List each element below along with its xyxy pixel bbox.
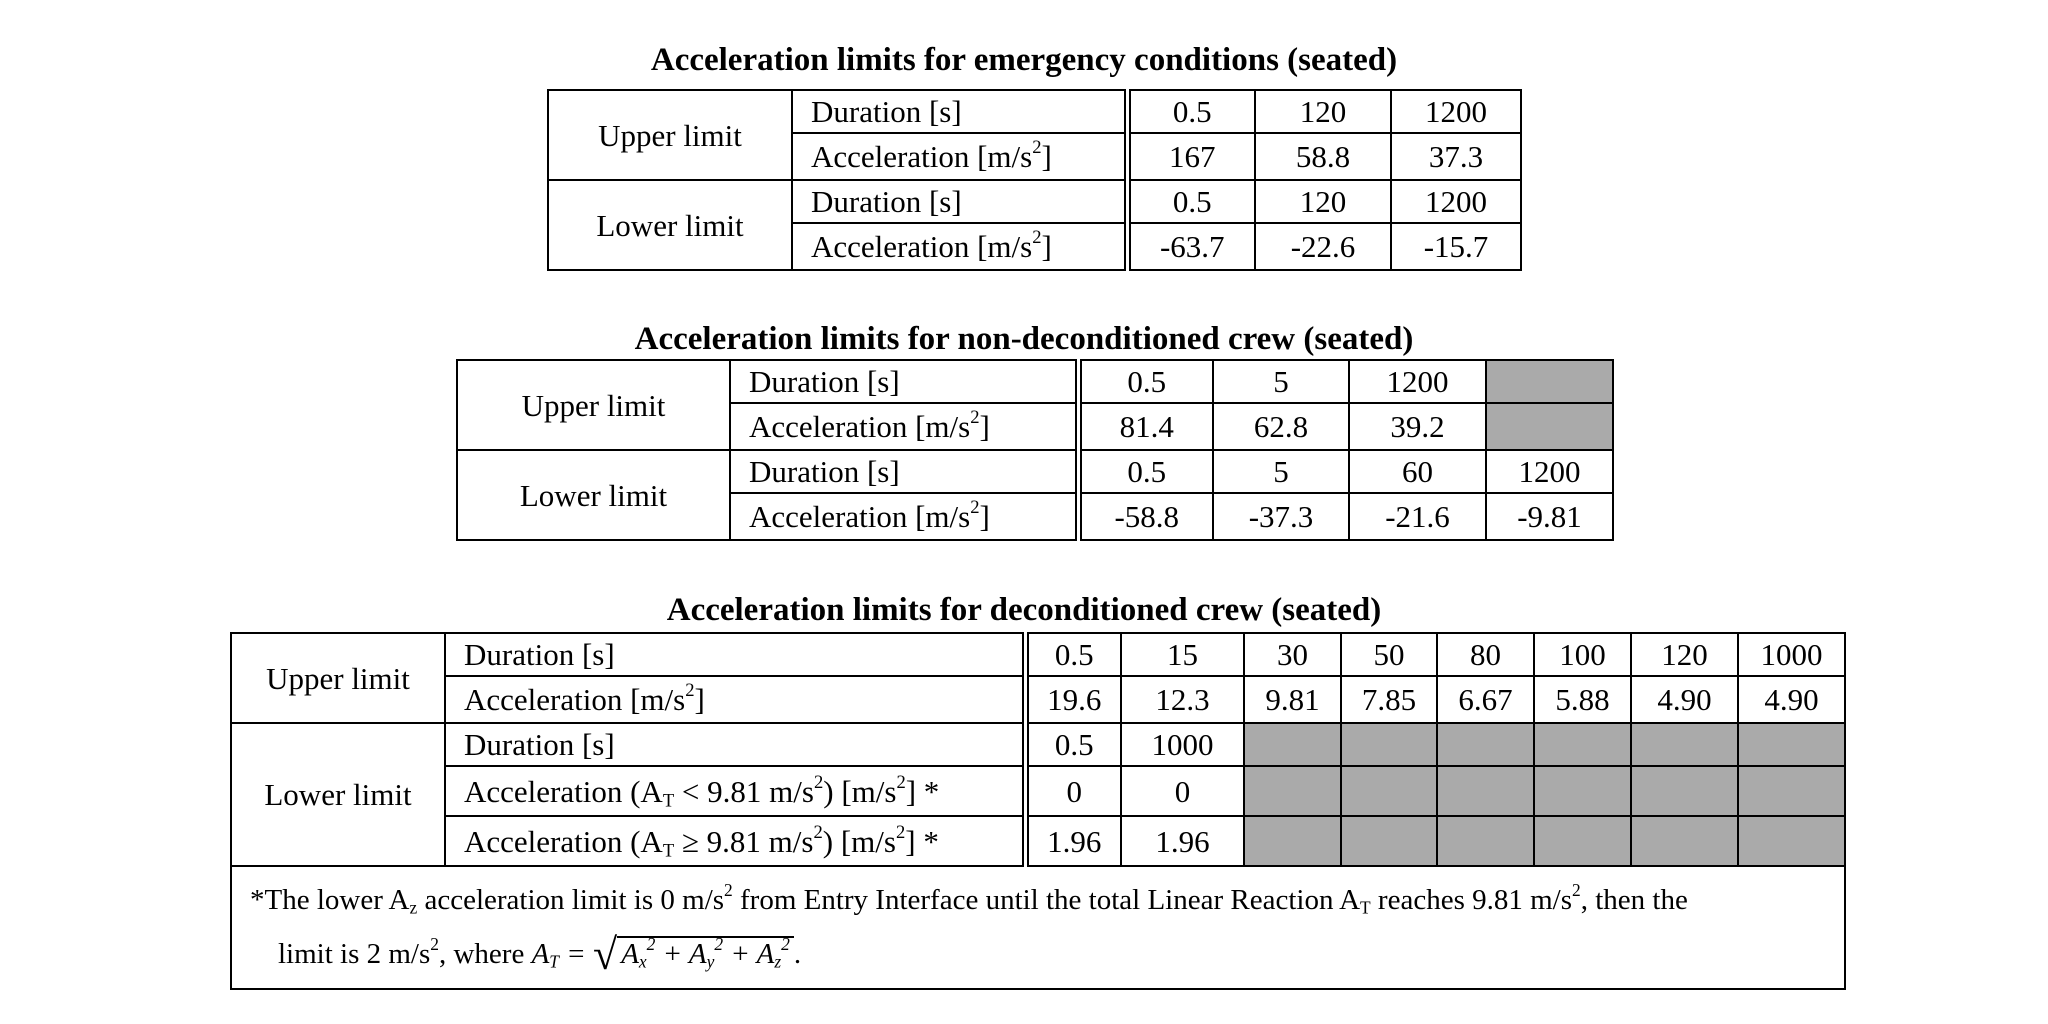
cell: 30 — [1244, 633, 1341, 676]
empty-cell — [1486, 403, 1613, 450]
empty-cell — [1534, 816, 1631, 866]
non-deconditioned-limits-table — [456, 359, 1614, 541]
cell: 1200 — [1391, 180, 1521, 223]
empty-cell — [1631, 723, 1738, 766]
cell: 50 — [1341, 633, 1437, 676]
empty-cell — [1244, 816, 1341, 866]
cell: 120 — [1631, 633, 1738, 676]
table-row — [231, 676, 1845, 723]
table-row — [231, 723, 1845, 766]
cell: 5 — [1213, 360, 1349, 403]
acceleration-label: Acceleration $[m/s^2]$ — [792, 133, 1127, 180]
table-row — [231, 766, 1845, 816]
empty-cell — [1244, 723, 1341, 766]
table-row — [231, 816, 1845, 866]
cell: -15.7 — [1391, 223, 1521, 270]
cell: 60 — [1349, 450, 1486, 493]
cell: 19.6 — [1025, 676, 1121, 723]
empty-cell — [1486, 360, 1613, 403]
cell: 1.96 — [1121, 816, 1244, 866]
footnote: *The lower $A_z$ acceleration limit is 0 $m/s^2$ from Entry Interface until the total Linear Reaction $A_T$ reaches 9.81 $m/s^2$, then the limit is 2 $m/s^2$, where $A_T$ = √ $A_x^2 + A_y^2 + A_z^2$ . — [231, 866, 1845, 989]
cell: 1000 — [1738, 633, 1845, 676]
cell: 0.5 — [1127, 90, 1255, 133]
empty-cell — [1437, 816, 1534, 866]
cell: 62.8 — [1213, 403, 1349, 450]
cell: 6.67 — [1437, 676, 1534, 723]
cell: 1200 — [1391, 90, 1521, 133]
table2-title: Acceleration limits for non-deconditioned crew (seated) — [634, 321, 1414, 357]
deconditioned-limits-table — [230, 632, 1846, 990]
duration-label: Duration [s] — [730, 450, 1078, 493]
cell: -21.6 — [1349, 493, 1486, 540]
table-row — [548, 90, 1521, 133]
duration-label: Duration [s] — [445, 723, 1025, 766]
cell: 4.90 — [1631, 676, 1738, 723]
cell: 4.90 — [1738, 676, 1845, 723]
cell: -22.6 — [1255, 223, 1391, 270]
cell: 0.5 — [1078, 450, 1213, 493]
empty-cell — [1738, 816, 1845, 866]
cell: 7.85 — [1341, 676, 1437, 723]
acceleration-label: Acceleration $[m/s^2]$ — [730, 493, 1078, 540]
empty-cell — [1437, 766, 1534, 816]
acceleration-label: Acceleration $[m/s^2]$ — [730, 403, 1078, 450]
table-row — [457, 360, 1613, 403]
cell: 0 — [1025, 766, 1121, 816]
emergency-limits-table — [547, 89, 1522, 271]
cell: 5.88 — [1534, 676, 1631, 723]
empty-cell — [1244, 766, 1341, 816]
cell: 80 — [1437, 633, 1534, 676]
empty-cell — [1437, 723, 1534, 766]
duration-label: Duration [s] — [792, 90, 1127, 133]
empty-cell — [1738, 766, 1845, 816]
table1-title: Acceleration limits for emergency conditions (seated) — [650, 42, 1398, 78]
cell: -9.81 — [1486, 493, 1613, 540]
cell: 0 — [1121, 766, 1244, 816]
cell: 15 — [1121, 633, 1244, 676]
empty-cell — [1341, 766, 1437, 816]
empty-cell — [1341, 816, 1437, 866]
duration-label: Duration [s] — [730, 360, 1078, 403]
formula: $A_T$ = √ $A_x^2 + A_y^2 + A_z^2$ — [532, 938, 794, 970]
cell: 81.4 — [1078, 403, 1213, 450]
cell: 100 — [1534, 633, 1631, 676]
cell: -63.7 — [1127, 223, 1255, 270]
footnote-row — [231, 866, 1845, 989]
lower-limit-label: Lower limit — [457, 450, 730, 540]
duration-label: Duration [s] — [445, 633, 1025, 676]
footnote-line-2: limit is 2 $m/s^2$, where $A_T$ = √ $A_x^2 + A_y^2 + A_z^2$ . — [250, 927, 801, 982]
upper-limit-label: Upper limit — [457, 360, 730, 450]
cell: 167 — [1127, 133, 1255, 180]
table-row — [231, 633, 1845, 676]
lower-limit-label: Lower limit — [548, 180, 792, 270]
cell: 39.2 — [1349, 403, 1486, 450]
cell: 1200 — [1486, 450, 1613, 493]
cell: 1200 — [1349, 360, 1486, 403]
cell: 0.5 — [1025, 723, 1121, 766]
table-row — [548, 180, 1521, 223]
empty-cell — [1738, 723, 1845, 766]
cell: 1000 — [1121, 723, 1244, 766]
empty-cell — [1341, 723, 1437, 766]
cell: 1.96 — [1025, 816, 1121, 866]
acceleration-label: Acceleration $[m/s^2]$ — [445, 676, 1025, 723]
upper-limit-label: Upper limit — [231, 633, 445, 723]
cell: 120 — [1255, 90, 1391, 133]
cell: 37.3 — [1391, 133, 1521, 180]
cell: 9.81 — [1244, 676, 1341, 723]
cell: 0.5 — [1127, 180, 1255, 223]
empty-cell — [1631, 766, 1738, 816]
upper-limit-label: Upper limit — [548, 90, 792, 180]
cell: 0.5 — [1025, 633, 1121, 676]
cell: 12.3 — [1121, 676, 1244, 723]
cell: 58.8 — [1255, 133, 1391, 180]
empty-cell — [1534, 766, 1631, 816]
cell: -37.3 — [1213, 493, 1349, 540]
table-row — [457, 450, 1613, 493]
acceleration-below-threshold-label: Acceleration ($A_T < 9.81$ $m/s^2$) $[m/s^2]$ * — [445, 766, 1025, 816]
cell: 120 — [1255, 180, 1391, 223]
acceleration-label: Acceleration $[m/s^2]$ — [792, 223, 1127, 270]
square-root: √ $A_x^2 + A_y^2 + A_z^2$ — [593, 927, 794, 982]
table3-title: Acceleration limits for deconditioned crew (seated) — [666, 592, 1382, 628]
empty-cell — [1631, 816, 1738, 866]
duration-label: Duration [s] — [792, 180, 1127, 223]
cell: -58.8 — [1078, 493, 1213, 540]
acceleration-above-threshold-label: Acceleration ($A_T \ge 9.81$ $m/s^2$) $[m/s^2]$ * — [445, 816, 1025, 866]
empty-cell — [1534, 723, 1631, 766]
cell: 0.5 — [1078, 360, 1213, 403]
cell: 5 — [1213, 450, 1349, 493]
lower-limit-label: Lower limit — [231, 723, 445, 866]
